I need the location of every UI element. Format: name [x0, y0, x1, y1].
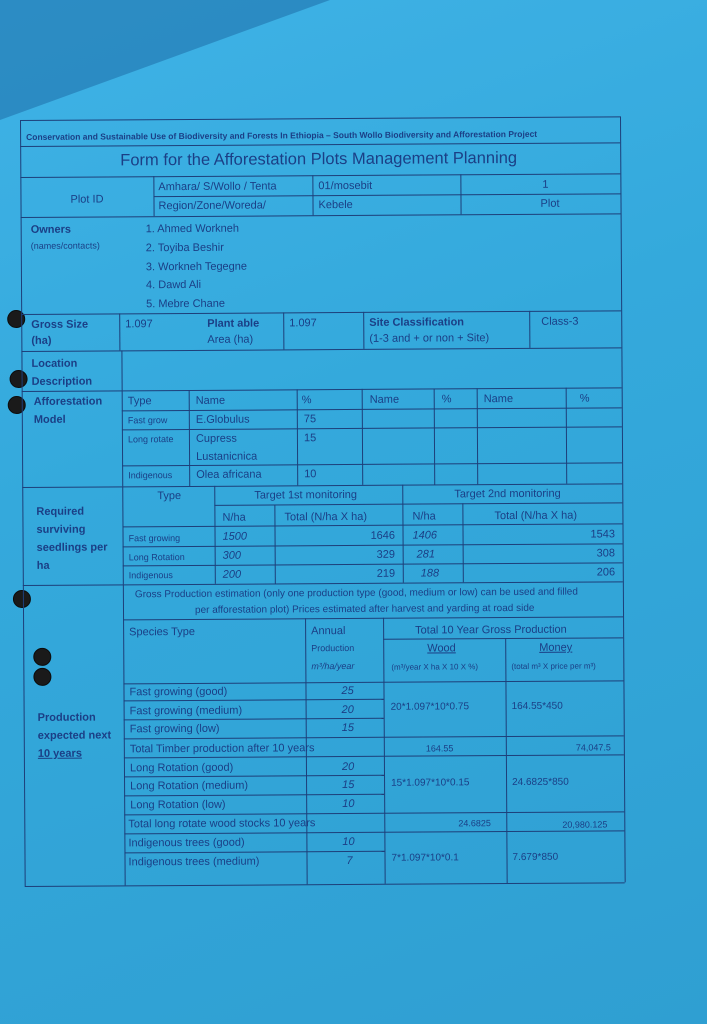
seedlings-header-nha: N/ha: [222, 511, 246, 524]
header-annual: Annual: [311, 625, 346, 638]
seedlings-row-type: Fast growing: [128, 533, 181, 544]
fast-growing-medium-value: 20: [341, 703, 354, 717]
seedlings-row-type: Indigenous: [128, 570, 173, 581]
seedlings-row-t1: 219: [376, 567, 396, 580]
rule: [529, 311, 530, 348]
seedlings-row-n1: 1500: [222, 530, 248, 543]
production-note-2: per afforestation plot) Prices estimated after harvest and yarding at road side: [194, 602, 535, 616]
punch-hole: [7, 310, 25, 328]
rule: [20, 120, 26, 886]
seedlings-header-type: Type: [157, 490, 182, 503]
model-row-type: Indigenous: [128, 470, 173, 481]
seedlings-row-n1: 300: [222, 549, 242, 562]
rule: [462, 503, 463, 582]
rule: [124, 811, 624, 815]
rule: [124, 830, 624, 834]
model-row-type: Long rotate: [127, 434, 174, 445]
header-annual-3: m³/ha/year: [311, 660, 355, 672]
indigenous-good-value: 10: [342, 835, 355, 849]
region-value: Amhara/ S/Wollo / Tenta: [158, 180, 277, 194]
model-row-pct: 10: [304, 468, 317, 481]
plantable-area-label: Plant able: [207, 317, 260, 330]
punch-hole: [33, 668, 51, 686]
rule: [505, 638, 507, 883]
model-header-name-3: Name: [483, 392, 514, 406]
production-label: Production: [37, 711, 96, 724]
rule: [297, 389, 299, 485]
seedlings-label: Required: [36, 505, 85, 518]
rule: [21, 347, 621, 352]
rule: [363, 312, 364, 349]
model-header-name-2: Name: [369, 393, 400, 406]
seedlings-label-3: seedlings per: [36, 541, 108, 554]
header-total: Total 10 Year Gross Production: [415, 623, 567, 637]
model-label-2: Model: [33, 413, 66, 426]
rule: [21, 310, 621, 315]
total-long-rotate-money: 20,980.125: [562, 819, 608, 830]
rule: [566, 388, 568, 484]
rule: [121, 350, 122, 390]
model-row-type: Fast grow: [127, 415, 168, 426]
total-long-rotate-label: Total long rotate wood stocks 10 years: [128, 817, 316, 831]
rule: [402, 485, 404, 583]
rule: [123, 584, 126, 885]
seedlings-label-4: ha: [36, 559, 50, 572]
plantable-area-unit: Area (ha): [207, 333, 254, 346]
fast-growing-money-formula: 164.55*450: [511, 700, 563, 713]
rule: [362, 389, 364, 485]
total-long-rotate-wood: 24.6825: [458, 818, 491, 829]
rule: [21, 213, 621, 218]
long-rotation-medium-label: Long Rotation (medium): [130, 779, 249, 793]
gross-size-value: 1.097: [125, 318, 153, 331]
long-rotation-low-label: Long Rotation (low): [130, 798, 226, 812]
rule: [124, 754, 624, 758]
location-label-2: Description: [31, 375, 93, 388]
rule: [23, 581, 623, 586]
rule: [283, 312, 284, 349]
kebele-label: Kebele: [318, 198, 353, 212]
seedlings-row-n1: 200: [222, 568, 242, 581]
indigenous-medium-value: 7: [346, 854, 353, 868]
rule: [22, 387, 622, 392]
long-rotation-wood-formula: 15*1.097*10*0.15: [391, 777, 470, 789]
rule: [123, 616, 623, 620]
model-row-name: Cupress: [195, 432, 237, 445]
seedlings-label-2: surviving: [36, 523, 86, 536]
owner-item: 2. Toyiba Beshir: [145, 241, 224, 255]
model-header-name: Name: [195, 394, 226, 407]
punch-hole: [10, 370, 28, 388]
background-corner: [0, 0, 330, 120]
header-wood: Wood: [427, 642, 456, 655]
site-class-value: Class-3: [541, 315, 579, 328]
fast-growing-medium-label: Fast growing (medium): [129, 704, 243, 718]
owners-sublabel: (names/contacts): [30, 240, 100, 251]
rule: [124, 699, 384, 702]
site-class-label: Site Classification: [369, 316, 465, 329]
seedlings-row-n2: 1406: [412, 529, 438, 542]
gross-size-unit: (ha): [31, 334, 52, 347]
header-money-unit: (total m³ X price per m³): [511, 661, 596, 672]
model-row-name: E.Globulus: [195, 413, 250, 426]
rule: [274, 504, 275, 583]
seedlings-row-t1: 1646: [370, 529, 396, 542]
owner-item: 5. Mebre Chane: [146, 297, 226, 311]
header-money: Money: [539, 641, 573, 654]
site-class-hint: (1-3 and + or non + Site): [369, 332, 490, 345]
form-title: Form for the Afforestation Plots Management Planning: [120, 148, 518, 170]
model-header-type: Type: [127, 395, 152, 408]
total-timber-label: Total Timber production after 10 years: [129, 742, 315, 756]
punch-hole: [33, 648, 51, 666]
gross-size-label: Gross Size: [31, 318, 89, 331]
rule: [460, 174, 461, 214]
owner-item: 4. Dawd Ali: [145, 278, 202, 292]
rule: [620, 116, 626, 882]
fast-growing-wood-formula: 20*1.097*10*0.75: [390, 701, 470, 713]
rule: [434, 388, 436, 484]
owner-item: 3. Workneh Tegegne: [145, 260, 248, 274]
rule: [123, 543, 623, 547]
owner-item: 1. Ahmed Workneh: [145, 222, 240, 236]
rule: [122, 486, 124, 584]
rule: [214, 486, 216, 584]
rule: [122, 390, 124, 486]
rule: [20, 173, 620, 178]
model-header-pct-3: %: [579, 392, 590, 405]
seedlings-header-target1: Target 1st monitoring: [254, 488, 358, 502]
rule: [122, 426, 622, 430]
rule: [214, 502, 622, 505]
long-rotation-medium-value: 15: [342, 778, 355, 792]
rule: [124, 794, 384, 797]
indigenous-wood-formula: 7*1.097*10*0.1: [391, 852, 459, 864]
rule: [124, 718, 384, 721]
seedlings-header-total: Total (N/ha X ha): [284, 510, 368, 524]
total-timber-money: 74,047.5: [575, 742, 611, 753]
plot-label: Plot: [540, 197, 560, 210]
seedlings-row-t2: 206: [596, 566, 616, 579]
seedlings-row-n2: 281: [416, 548, 436, 561]
model-header-pct-2: %: [441, 393, 452, 406]
total-timber-wood: 164.55: [425, 743, 454, 754]
long-rotation-money-formula: 24.6825*850: [512, 776, 569, 789]
long-rotation-low-value: 10: [342, 797, 355, 811]
seedlings-row-t2: 308: [596, 547, 616, 560]
rule: [123, 680, 623, 684]
rule: [312, 175, 313, 215]
seedlings-row-n2: 188: [420, 567, 440, 580]
plot-id-label: Plot ID: [70, 193, 104, 206]
fast-growing-good-value: 25: [341, 684, 354, 698]
plot-value: 1: [542, 178, 549, 191]
rule: [124, 851, 384, 854]
model-row-pct: 15: [303, 432, 317, 445]
fast-growing-low-label: Fast growing (low): [129, 722, 220, 736]
region-label: Region/Zone/Woreda/: [158, 199, 266, 213]
fast-growing-low-value: 15: [341, 721, 355, 735]
header-species: Species Type: [129, 625, 196, 639]
seedlings-row-t2: 1543: [590, 528, 616, 541]
indigenous-good-label: Indigenous trees (good): [128, 836, 245, 850]
production-note: Gross Production estimation (only one production type (good, medium or low) can be used and filled: [134, 586, 578, 601]
seedlings-header-target2: Target 2nd monitoring: [454, 487, 561, 501]
model-header-pct: %: [301, 394, 312, 407]
fast-growing-good-label: Fast growing (good): [129, 685, 228, 699]
rule: [20, 142, 620, 147]
rule: [25, 882, 625, 887]
kebele-value: 01/mosebit: [318, 179, 373, 193]
production-label-2: expected next: [37, 729, 112, 742]
long-rotation-good-value: 20: [341, 760, 355, 774]
rule: [477, 388, 479, 484]
plantable-area-value: 1.097: [289, 317, 317, 330]
model-row-pct: 75: [303, 413, 317, 426]
rule: [124, 775, 384, 778]
rule: [123, 562, 623, 566]
owners-label: Owners: [30, 223, 72, 236]
location-label: Location: [31, 357, 78, 370]
model-row-name: Lustanicnica: [196, 450, 258, 463]
seedlings-row-type: Long Rotation: [128, 552, 185, 563]
afforestation-form-sheet: [20, 116, 625, 900]
rule: [189, 390, 191, 486]
indigenous-money-formula: 7.679*850: [512, 851, 559, 864]
header-annual-2: Production: [311, 642, 355, 654]
rule: [383, 618, 386, 884]
project-title: Conservation and Sustainable Use of Biodiversity and Forests In Ethiopia – South Wollo Biodiversity and Afforestation Project: [26, 128, 538, 142]
header-wood-unit: (m³/year X ha X 10 X %): [391, 662, 479, 672]
rule: [124, 735, 624, 739]
rule: [153, 193, 620, 197]
seedlings-header-nha-2: N/ha: [412, 510, 436, 523]
seedlings-row-t1: 329: [376, 548, 396, 561]
rule: [122, 523, 622, 527]
model-row-name: Olea africana: [196, 468, 262, 481]
indigenous-medium-label: Indigenous trees (medium): [128, 855, 260, 869]
rule: [122, 407, 622, 411]
model-label: Afforestation: [33, 395, 103, 408]
seedlings-header-total-2: Total (N/ha X ha): [494, 509, 578, 523]
production-label-3: 10 years: [37, 747, 82, 760]
punch-hole: [8, 396, 26, 414]
rule: [119, 313, 120, 350]
long-rotation-good-label: Long Rotation (good): [129, 761, 234, 775]
rule: [383, 637, 623, 639]
